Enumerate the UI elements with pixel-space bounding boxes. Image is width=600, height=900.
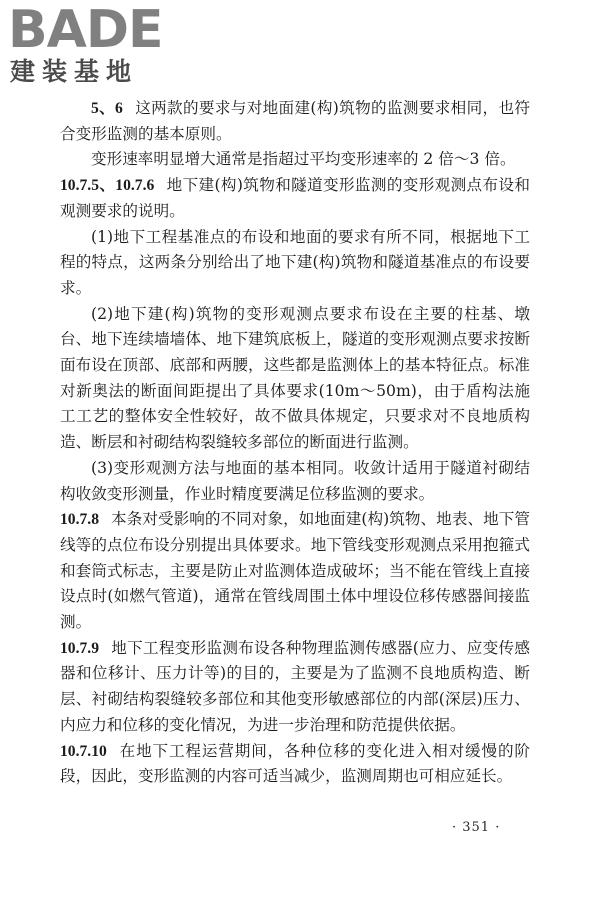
logo-wordmark: BADE bbox=[8, 0, 163, 60]
paragraph-text: (3)变形观测方法与地面的基本相同。收敛计适用于隧道衬砌结构收敛变形测量，作业时精度要满足位移监测的要求。 bbox=[60, 458, 530, 503]
paragraph-10-7-5 bbox=[60, 173, 530, 224]
paragraph-item-1 bbox=[60, 225, 530, 302]
paragraph-10-7-8 bbox=[60, 507, 530, 636]
paragraph-text: (2)地下建(构)筑物的变形观测点要求布设在主要的柱基、墩台、地下连续墙墙体、地下建筑底板上，隧道的变形观测点要求按断面布设在顶部、底部和两腰，这些都是监测体上的基本特征点。标准对新奥法的断面间距提出了具体要求(10m～50m)，由于盾构法施工工艺的整体安全性较好，故不做具体规定，只要求对不良地质构造、断层和衬砌结构裂缝较多部位的断面进行监测。 bbox=[60, 304, 530, 452]
document-body bbox=[60, 96, 530, 790]
section-number: 10.7.8 bbox=[60, 511, 99, 529]
paragraph-10-7-10 bbox=[60, 739, 530, 790]
paragraph-text: (1)地下工程基准点的布设和地面的要求有所不同，根据地下工程的特点，这两条分别给出了地下建(构)筑物和隧道基准点的布设要求。 bbox=[60, 227, 530, 297]
paragraph-10-7-9 bbox=[60, 636, 530, 739]
bade-logo bbox=[8, 0, 178, 88]
section-number: 5、6 bbox=[91, 100, 123, 117]
paragraph-item-2 bbox=[60, 302, 530, 456]
logo-chinese-name: 建装基地 bbox=[10, 57, 139, 86]
paragraph-rate-note bbox=[60, 147, 530, 173]
paragraph-text: 本条对受影响的不同对象，如地面建(构)筑物、地表、地下管线等的点位布设分别提出具体要求。地下管线变形观测点采用抱箍式和套筒式标志，主要是防止对监测体造成破坏；当不能在管线上直接设点时(如燃气管道)，通常在管线周围土体中埋设位移传感器间接监测。 bbox=[60, 510, 530, 632]
paragraph-text: 地下建(构)筑物和隧道变形监测的变形观测点布设和观测要求的说明。 bbox=[60, 176, 530, 220]
paragraph-text: 在地下工程运营期间，各种位移的变化进入相对缓慢的阶段，因此，变形监测的内容可适当减少，监测周期也可相应延长。 bbox=[60, 741, 530, 786]
section-number: 10.7.5、10.7.6 bbox=[60, 177, 155, 195]
section-number: 10.7.9 bbox=[60, 639, 99, 657]
paragraph-text: 变形速率明显增大通常是指超过平均变形速率的 2 倍～3 倍。 bbox=[91, 150, 516, 169]
paragraph-item-3 bbox=[60, 456, 530, 507]
section-number: 10.7.10 bbox=[60, 742, 107, 760]
paragraph-text: 地下工程变形监测布设各种物理监测传感器(应力、应变传感器和位移计、压力计等)的目的，主要是为了监测不良地质构造、断层、衬砌结构裂缝较多部位和其他变形敏感部位的内部(深层)压力、内应力和位移的变化情况，为进一步治理和防范提供依据。 bbox=[60, 638, 530, 734]
paragraph-5-6 bbox=[60, 96, 530, 147]
page-number: · 351 · bbox=[452, 820, 501, 835]
paragraph-text: 这两款的要求与对地面建(构)筑物的监测要求相同，也符合变形监测的基本原则。 bbox=[60, 99, 530, 143]
